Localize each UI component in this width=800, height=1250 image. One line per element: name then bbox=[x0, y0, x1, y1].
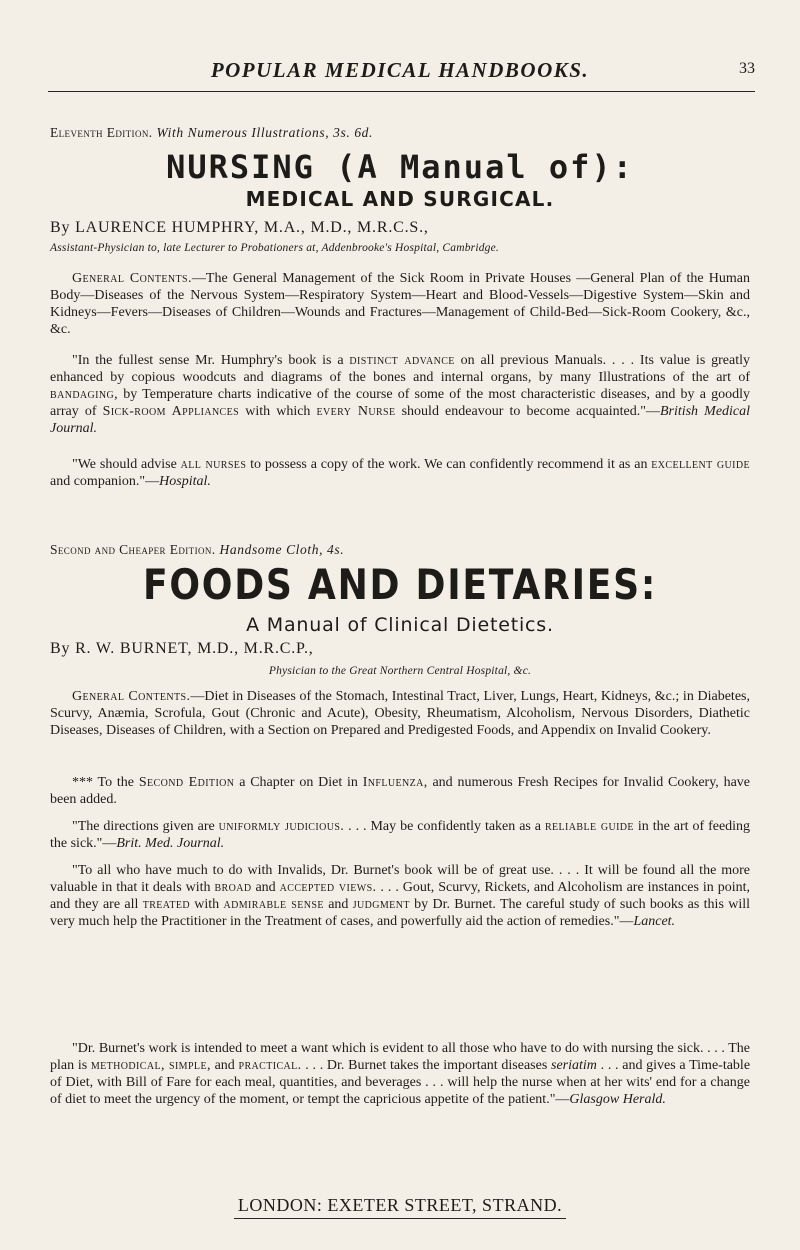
book2-review-2 bbox=[50, 862, 750, 930]
book2-contents-text: —Diet in Diseases of the Stomach, Intestinal Tract, Liver, Lungs, Heart, Kidneys, &c.; in Diabetes, Scurvy, Anæmia, Scrofula, Gout (Chronic and Acute), Obesity, Rheumatism, Alcoholism, Nervous Disorders, Diathetic Diseases, Diseases of Children, with a Section on Prepared and Predigested Foods, and Appendix on Invalid Cookery. bbox=[50, 689, 750, 738]
book1-contents-text: —The General Management of the Sick Room in Private Houses —General Plan of the Human Body—Diseases of the Nervous System—Respiratory System—Heart and Blood-Vessels—Digestive System—Skin and Kidneys—Fevers—Diseases of Children—Wounds and Fractures—Management of Child-Bed—Sick-Room Cookery, &c., &c. bbox=[50, 271, 750, 337]
review-emphasis: judgment bbox=[352, 897, 410, 912]
book2-review-1 bbox=[50, 818, 750, 852]
book2-edition-note bbox=[50, 774, 750, 808]
book2-affiliation: Physician to the Great Northern Central Hospital, &c. bbox=[268, 665, 532, 677]
review-emphasis: excellent guide bbox=[651, 457, 751, 472]
review-emphasis: bandaging, bbox=[50, 387, 119, 402]
review-emphasis: Sick-room Appliances bbox=[102, 404, 240, 419]
review-text: by Temperature charts indicative of the course of some of the most characteristic diseases, and by a goodly array of bbox=[50, 387, 751, 419]
review-source: Hospital. bbox=[159, 474, 211, 489]
review-emphasis: accepted views. bbox=[279, 880, 377, 895]
review-text: . . . Gout, Scurvy, Rickets, and Alcoholism are instances in point, and they are all bbox=[50, 880, 751, 912]
review-emphasis: seriatim bbox=[551, 1058, 597, 1073]
running-title: POPULAR MEDICAL HANDBOOKS. bbox=[210, 58, 590, 82]
book1-review-1 bbox=[50, 352, 750, 437]
header-rule bbox=[48, 91, 755, 92]
book1-review-2 bbox=[50, 456, 750, 490]
book2-subtitle: A Manual of Clinical Dietetics. bbox=[246, 614, 554, 636]
review-emphasis: admirable sense bbox=[223, 897, 324, 912]
review-text: should endeavour to become acquainted."— bbox=[401, 404, 660, 419]
book1-author: By LAURENCE HUMPHRY, M.A., M.D., M.R.C.S., bbox=[50, 219, 429, 236]
book2-title: FOODS AND DIETARIES: bbox=[142, 560, 658, 609]
note-text: a Chapter on Diet in bbox=[239, 775, 358, 790]
book1-edition-line bbox=[50, 125, 750, 141]
page-number: 33 bbox=[739, 60, 755, 77]
review-emphasis: every Nurse bbox=[316, 404, 396, 419]
review-source: Lancet. bbox=[633, 914, 676, 929]
review-emphasis: distinct advance bbox=[349, 353, 455, 368]
review-text: "Dr. Burnet's work is intended to meet a want which is evident to all those who have to do with nursing the sick. . . . The plan is bbox=[50, 1041, 750, 1073]
review-text: and bbox=[328, 897, 349, 912]
review-text: to possess a copy of the work. We can confidently recommend it as an bbox=[250, 457, 648, 472]
review-text: "We should advise bbox=[72, 457, 177, 472]
review-text: . . . and gives a Time-table of Diet, with Bill of Fare for each meal, quantities, and beverages . . . will help the nurse when at her wits' end for a change of diet to meet the urgency of the moment, or tempt the capricious appetite of the patient."— bbox=[50, 1058, 751, 1107]
review-text: "In the fullest sense Mr. Humphry's book is a bbox=[72, 353, 344, 368]
review-text: and bbox=[214, 1058, 235, 1073]
review-text: with bbox=[194, 897, 220, 912]
review-emphasis: all nurses bbox=[180, 457, 247, 472]
publisher-address: LONDON: EXETER STREET, STRAND. bbox=[234, 1195, 566, 1219]
book2-contents bbox=[50, 688, 750, 739]
review-source: British Medical Journal. bbox=[50, 404, 751, 436]
book1-contents bbox=[50, 270, 750, 338]
review-emphasis: methodical, simple, bbox=[90, 1058, 211, 1073]
review-text: in the art of feeding the sick."— bbox=[50, 819, 751, 851]
note-text: *** To the bbox=[72, 775, 135, 790]
running-head bbox=[0, 58, 800, 88]
review-text: by Dr. Burnet. The careful study of such books as this will very much help the Practitioner in the Treatment of cases, and powerfully aid the action of remedies."— bbox=[50, 897, 751, 929]
note-emphasis: Influenza, bbox=[362, 775, 428, 790]
review-emphasis: reliable guide bbox=[544, 819, 634, 834]
review-text: on all previous Manuals. . . . Its value is greatly enhanced by copious woodcuts and diagrams of the bones and internal organs, by many Illustrations of the art of bbox=[50, 353, 750, 385]
review-text: . . . Dr. Burnet takes the important diseases bbox=[305, 1058, 548, 1073]
review-emphasis: uniformly judicious. bbox=[218, 819, 345, 834]
book2-edition: Second and Cheaper Edition. bbox=[50, 542, 216, 557]
book2-edition-details: Handsome Cloth, 4s. bbox=[219, 542, 345, 557]
review-text: with which bbox=[245, 404, 311, 419]
book1-contents-label: General Contents. bbox=[72, 271, 192, 286]
book1-title: NURSING (A Manual of): bbox=[166, 148, 634, 186]
book1-edition-details: With Numerous Illustrations, 3s. 6d. bbox=[156, 125, 374, 140]
review-text: and companion."— bbox=[50, 474, 160, 489]
review-source: Glasgow Herald. bbox=[569, 1092, 666, 1107]
review-emphasis: practical. bbox=[238, 1058, 302, 1073]
book2-review-3 bbox=[50, 1040, 750, 1108]
note-text: and numerous Fresh Recipes for Invalid Cookery, have been added. bbox=[50, 775, 751, 807]
review-text: . . . May be confidently taken as a bbox=[348, 819, 542, 834]
book1-edition: Eleventh Edition. bbox=[50, 125, 153, 140]
review-text: "The directions given are bbox=[72, 819, 215, 834]
book2-edition-line bbox=[50, 542, 750, 558]
review-text: "To all who have much to do with Invalids, Dr. Burnet's book will be of great use. . . . It will be found all the more valuable in that it deals with bbox=[50, 863, 750, 895]
review-source: Brit. Med. Journal. bbox=[116, 836, 225, 851]
book1-affiliation: Assistant-Physician to, late Lecturer to Probationers at, Addenbrooke's Hospital, Cambridge. bbox=[50, 242, 499, 254]
footer bbox=[50, 1195, 750, 1219]
review-emphasis: broad bbox=[214, 880, 252, 895]
note-emphasis: Second Edition bbox=[138, 775, 235, 790]
review-emphasis: treated bbox=[142, 897, 190, 912]
book1-subtitle: MEDICAL AND SURGICAL. bbox=[245, 187, 555, 211]
book2-author: By R. W. BURNET, M.D., M.R.C.P., bbox=[50, 640, 314, 657]
review-text: and bbox=[255, 880, 276, 895]
book2-contents-label: General Contents. bbox=[72, 689, 191, 704]
